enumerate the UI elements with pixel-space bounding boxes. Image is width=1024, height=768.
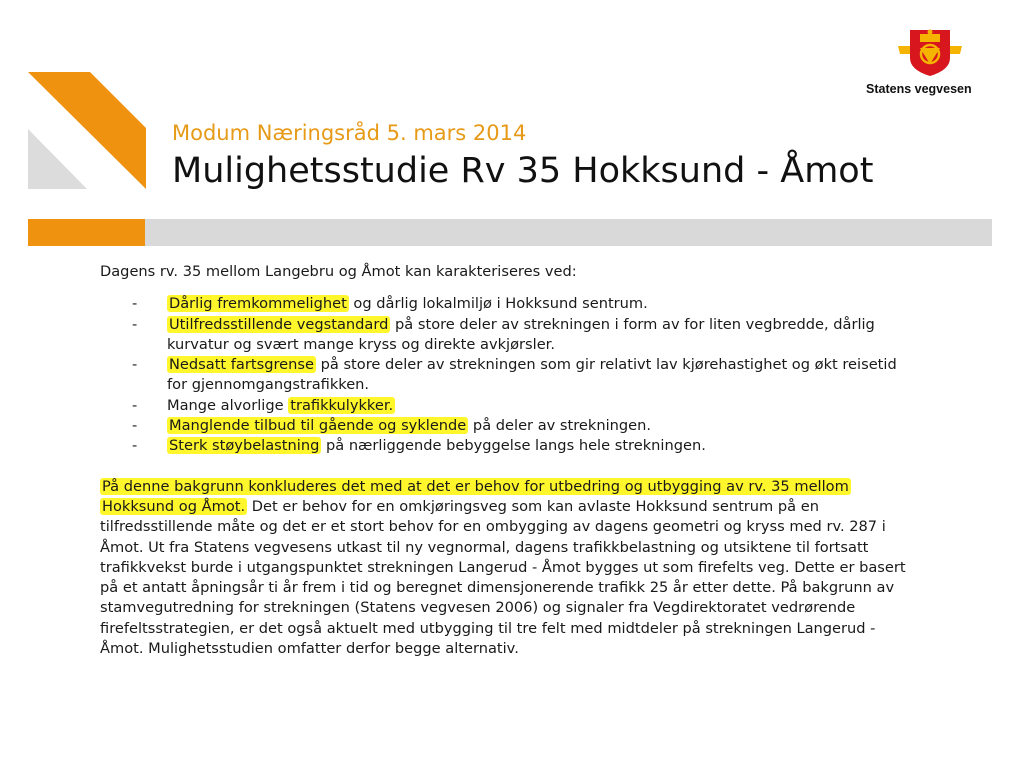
slide-subtitle: Modum Næringsråd 5. mars 2014 — [172, 121, 527, 145]
bullet-rest: og dårlig lokalmiljø i Hokksund sentrum. — [348, 295, 648, 313]
bullet-item — [100, 294, 920, 314]
slide-title: Mulighetsstudie Rv 35 Hokksund - Åmot — [172, 151, 874, 191]
slide-body — [100, 262, 920, 659]
decorative-chevron — [0, 0, 160, 200]
bullet-item — [100, 396, 920, 416]
bullet-dash: - — [132, 295, 138, 313]
conclusion-paragraph — [100, 477, 920, 660]
bullet-rest: på deler av strekningen. — [468, 417, 652, 435]
crown-shield-icon — [896, 24, 964, 78]
bullet-rest: på store deler av strekningen i form av for liten vegbredde, dårlig kurvatur og svært mange kryss og direkte avkjørsler. — [167, 315, 875, 353]
bullet-highlight: Utilfredsstillende vegstandard — [169, 315, 389, 333]
bullet-item — [100, 355, 920, 396]
bullet-dash: - — [132, 417, 138, 435]
logo-text: Statens vegvesen — [866, 82, 972, 96]
bullet-dash: - — [132, 396, 138, 414]
conclusion-highlight: På denne bakgrunn konkluderes det med at det er behov for utbedring og utbygging av rv. 35 mellom Hokksund og Åmot. — [102, 477, 849, 515]
bullet-rest: på nærliggende bebyggelse langs hele strekningen. — [321, 437, 706, 455]
bullet-highlight: Manglende tilbud til gående og syklende — [169, 417, 467, 435]
bullet-highlight: Dårlig fremkommelighet — [169, 295, 347, 313]
bullet-highlight: Nedsatt fartsgrense — [169, 356, 314, 374]
grey-triangle — [28, 129, 87, 189]
bullet-highlight: Sterk støybelastning — [169, 437, 320, 455]
bullet-list — [100, 294, 920, 456]
bullet-before: Mange alvorlige — [167, 396, 289, 414]
conclusion-rest: Det er behov for en omkjøringsveg som kan avlaste Hokksund sentrum på en tilfredsstillende måte og det er et stort behov for en ombygging av dagens geometri og kryss med rv. 287 i Åmot. Ut fra Statens vegvesens utkast til ny vegnormal, dagens trafikkbelastning og utsiktene til fortsatt trafikkvekst burde i utgangspunktet strekningen Langerud - Åmot bygges ut som firefelts veg. Dette er basert på et antatt åpningsår ti år frem i tid og beregnet dimensjonerende trafikk 25 år etter dette. På bakgrunn av stamvegutredning for strekningen (Statens vegvesen 2006) og signaler fra Vegdirektoratet vedrørende firefeltsstrategien, er det også aktuelt med utbygging til tre felt med midtdeler på strekningen Langerud - Åmot. Mulighetsstudien omfatter derfor begge alternativ. — [100, 497, 906, 658]
statens-vegvesen-logo — [866, 24, 996, 96]
bullet-item — [100, 416, 920, 436]
bullet-rest: på store deler av strekningen som gir relativt lav kjørehastighet og økt reisetid for gjennomgangstrafikken. — [167, 356, 897, 394]
bullet-dash: - — [132, 437, 138, 455]
bullet-item — [100, 315, 920, 356]
bullet-dash: - — [132, 356, 138, 374]
bullet-dash: - — [132, 315, 138, 333]
header-band-grey — [145, 219, 992, 246]
bullet-highlight: trafikkulykker. — [290, 396, 394, 414]
intro-text: Dagens rv. 35 mellom Langebru og Åmot kan karakteriseres ved: — [100, 263, 577, 280]
header-band-orange — [28, 219, 145, 246]
bullet-item — [100, 436, 920, 456]
